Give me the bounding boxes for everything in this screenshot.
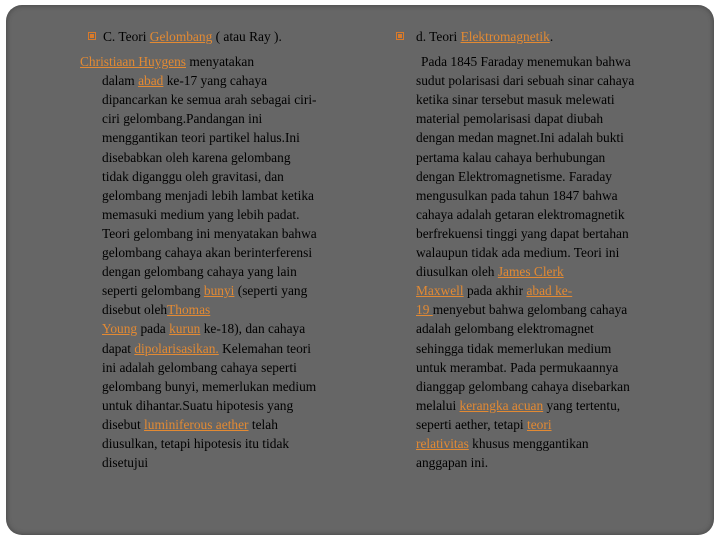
text-line — [80, 90, 370, 109]
text-link[interactable]: Maxwell — [416, 283, 464, 299]
text-line — [396, 167, 696, 186]
text-line — [80, 396, 370, 415]
text-line — [396, 262, 696, 281]
text-run: ke-17 yang cahaya — [163, 73, 268, 89]
text-line — [80, 453, 370, 472]
link-gelombang[interactable]: Gelombang — [149, 29, 213, 44]
text-line — [80, 319, 370, 338]
text-run: walaupun tidak ada medium. Teori ini — [416, 245, 620, 261]
text-line — [80, 205, 370, 224]
text-link[interactable]: abad ke- — [526, 283, 573, 299]
text-line — [80, 167, 370, 186]
text-run: diusulkan oleh — [416, 264, 498, 280]
text-line — [396, 319, 696, 338]
text-run: anggapan ini. — [416, 455, 489, 471]
text-line — [80, 262, 370, 281]
text-run: berfrekuensi tinggi yang dapat bertahan — [416, 225, 629, 241]
text-link[interactable]: teori — [527, 416, 552, 432]
text-run: ciri gelombang.Pandangan ini — [102, 111, 263, 127]
text-run: memasuki medium yang lebih padat. — [102, 206, 300, 222]
text-line — [80, 339, 370, 358]
text-run: tidak diganggu oleh gravitasi, dan — [102, 168, 284, 184]
text-line — [396, 71, 696, 90]
text-line — [396, 243, 696, 262]
text-line — [80, 300, 370, 319]
text-line — [80, 243, 370, 262]
text-run: dapat — [102, 340, 135, 356]
text-run: telah — [248, 416, 278, 432]
text-line — [396, 453, 696, 472]
text-run: mengusulkan pada tahun 1847 bahwa — [416, 187, 618, 203]
text-line — [80, 128, 370, 147]
text-link[interactable]: James Clerk — [497, 264, 564, 280]
text-run: untuk dihantar.Suatu hipotesis yang — [102, 397, 294, 413]
text-run: disebut oleh — [102, 302, 168, 318]
text-line — [80, 186, 370, 205]
text-run: menyebut bahwa gelombang cahaya — [432, 302, 628, 318]
text-run: menggantikan teori partikel halus.Ini — [102, 130, 300, 146]
text-line — [396, 224, 696, 243]
text-run: disebabkan oleh karena gelombang — [102, 149, 291, 165]
text-run: dipancarkan ke semua arah sebagai ciri- — [102, 92, 317, 108]
right-paragraph — [396, 52, 696, 472]
text-run: yang tertentu, — [543, 397, 621, 413]
text-line — [396, 205, 696, 224]
text-run: menyatakan — [186, 54, 255, 70]
left-heading — [80, 27, 370, 46]
text-line — [396, 300, 696, 319]
text-link[interactable]: bunyi — [203, 283, 235, 299]
text-run: dengan Elektromagnetisme. Faraday — [416, 168, 612, 184]
text-line — [396, 415, 696, 434]
text-run: Teori gelombang ini menyatakan bahwa — [102, 225, 317, 241]
text-line — [80, 358, 370, 377]
text-line — [396, 281, 696, 300]
text-line — [396, 148, 696, 167]
text-line — [396, 128, 696, 147]
text-line — [396, 377, 696, 396]
right-heading-text: d. Teori Elektromagnetik. — [416, 29, 554, 44]
text-run: seperti aether, tetapi — [416, 416, 527, 432]
text-link[interactable]: Young — [102, 321, 138, 337]
text-line — [80, 52, 370, 71]
text-link[interactable]: kerangka acuan — [459, 397, 544, 413]
slide-panel — [6, 5, 714, 535]
text-line — [396, 52, 696, 71]
text-link[interactable]: 19 — [416, 302, 433, 318]
text-line — [80, 415, 370, 434]
text-run: material pemolarisasi dapat diubah — [416, 111, 604, 127]
text-run: disebut — [102, 416, 145, 432]
text-line — [80, 71, 370, 90]
text-run: dengan medan magnet.Ini adalah bukti — [416, 130, 624, 146]
text-link[interactable]: relativitas — [416, 435, 469, 451]
text-line — [396, 109, 696, 128]
text-run: Pada 1845 Faraday menemukan bahwa — [421, 54, 631, 70]
text-run: disetujui — [102, 455, 149, 471]
text-run: dengan gelombang cahaya yang lain — [102, 264, 297, 280]
text-run: melalui — [416, 397, 460, 413]
text-run: dalam — [102, 73, 139, 89]
text-line — [396, 90, 696, 109]
text-line — [80, 377, 370, 396]
text-link[interactable]: dipolarisasikan. — [134, 340, 219, 356]
square-bullet-icon — [88, 32, 96, 40]
text-link[interactable]: kurun — [169, 321, 201, 337]
text-link[interactable]: luminiferous aether — [144, 416, 249, 432]
text-run: diusulkan, tetapi hipotesis itu tidak — [102, 435, 290, 451]
text-run: adalah gelombang elektromagnet — [416, 321, 594, 337]
text-run: sudut polarisasi dari sebuah sinar cahaya — [416, 73, 635, 89]
text-line — [80, 434, 370, 453]
text-line — [80, 281, 370, 300]
right-heading — [396, 27, 696, 46]
text-line — [396, 358, 696, 377]
text-run: ketika sinar tersebut masuk melewati — [416, 92, 615, 108]
text-line — [396, 339, 696, 358]
text-run: gelombang menjadi lebih lambat ketika — [102, 187, 314, 203]
left-column — [80, 27, 370, 472]
text-run: cahaya adalah getaran elektromagnetik — [416, 206, 625, 222]
text-run: ke-18), dan cahaya — [200, 321, 306, 337]
text-run: sehingga tidak memerlukan medium — [416, 340, 612, 356]
text-run: pada — [137, 321, 170, 337]
left-heading-text: C. Teori Gelombang ( atau Ray ). — [103, 29, 282, 44]
left-paragraph — [80, 52, 370, 472]
text-line — [80, 109, 370, 128]
link-elektromagnetik[interactable]: Elektromagnetik — [460, 29, 550, 44]
text-run: pertama kalau cahaya berhubungan — [416, 149, 606, 165]
right-column — [396, 27, 696, 472]
square-bullet-icon — [396, 32, 404, 40]
text-run: dianggap gelombang cahaya disebarkan — [416, 378, 630, 394]
text-run: khusus menggantikan — [468, 435, 589, 451]
text-run: (seperti yang — [234, 283, 308, 299]
text-link[interactable]: abad — [138, 73, 164, 89]
text-line — [80, 224, 370, 243]
text-link[interactable]: Thomas — [167, 302, 211, 318]
text-line — [396, 396, 696, 415]
text-run: gelombang cahaya akan berinterferensi — [102, 245, 313, 261]
text-link[interactable]: Christiaan Huygens — [80, 54, 186, 70]
text-run: untuk merambat. Pada permukaannya — [416, 359, 619, 375]
text-run: ini adalah gelombang cahaya seperti — [102, 359, 297, 375]
text-run: pada akhir — [463, 283, 527, 299]
text-run: Kelemahan teori — [218, 340, 311, 356]
text-run: gelombang bunyi, memerlukan medium — [102, 378, 317, 394]
text-line — [396, 186, 696, 205]
text-line — [80, 148, 370, 167]
text-run: seperti gelombang — [102, 283, 204, 299]
text-line — [396, 434, 696, 453]
